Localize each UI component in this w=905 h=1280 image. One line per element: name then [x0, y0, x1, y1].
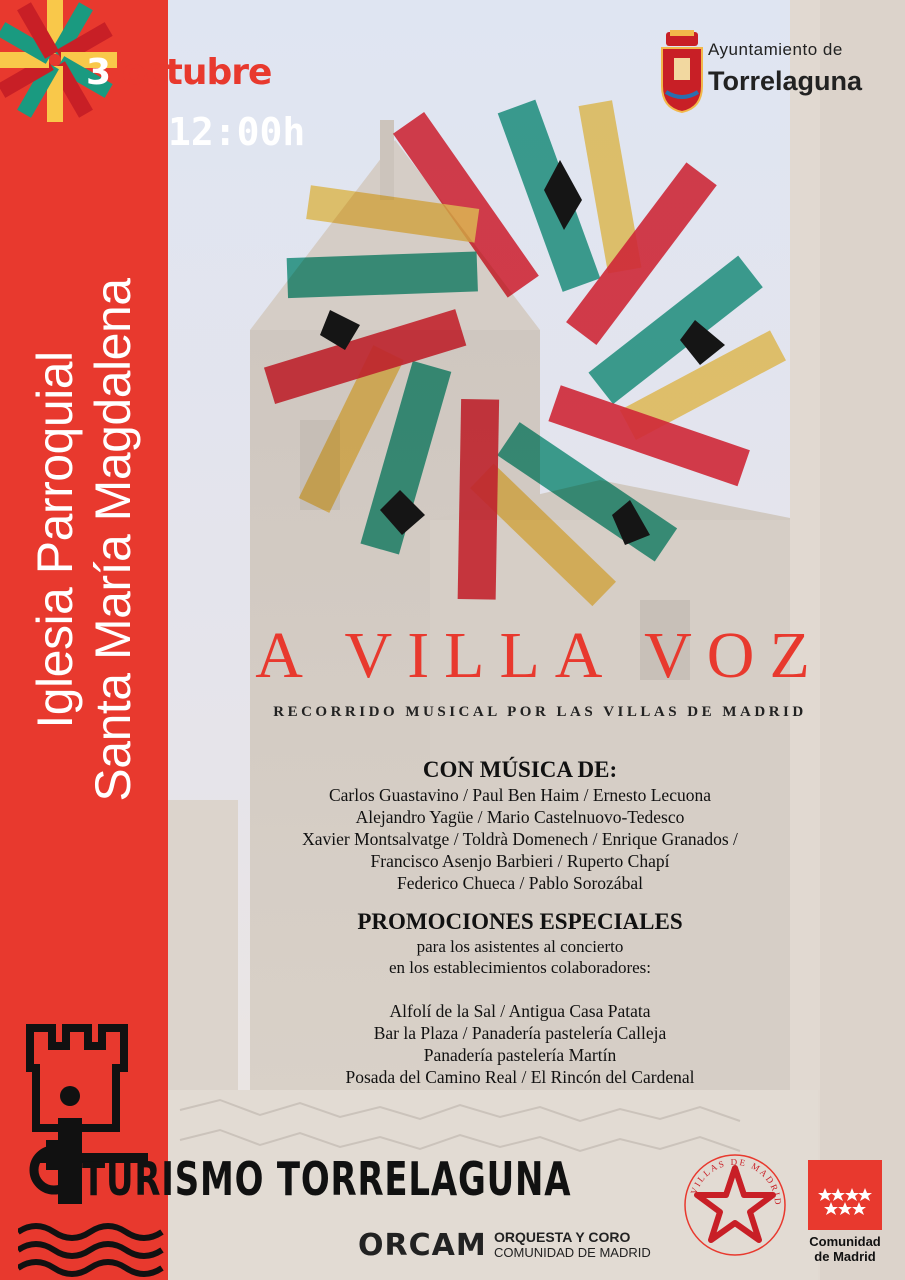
orcam-subtitle — [494, 1229, 651, 1261]
villas-de-madrid-seal-icon — [680, 1150, 790, 1260]
cm-line-2: de Madrid — [814, 1249, 876, 1264]
program-details — [215, 756, 825, 1088]
promos-intro-2: en los establecimientos colaboradores: — [389, 958, 651, 977]
seven-stars-icon — [808, 1160, 882, 1230]
organizer-prefix: Ayuntamiento de — [708, 40, 843, 59]
composers-line: Federico Chueca / Pablo Sorozábal — [397, 873, 643, 893]
a-villa-voz-star-logo — [240, 80, 800, 620]
orcam-logo-text: ORCAM — [358, 1228, 487, 1263]
venue-line-1: Iglesia Parroquial — [27, 351, 83, 729]
comunidad-de-madrid-label — [800, 1234, 890, 1264]
event-title: A VILLA VOZ — [255, 619, 825, 692]
svg-text:VILLAS DE MADRID: VILLAS DE MADRID — [688, 1156, 784, 1207]
orcam-line-2: COMUNIDAD DE MADRID — [494, 1245, 651, 1260]
venue-name — [26, 278, 142, 801]
venue-list-line: Bar la Plaza / Panadería pastelería Calleja — [373, 1023, 667, 1043]
music-heading: CON MÚSICA DE: — [422, 757, 618, 782]
organizer-town: Torrelaguna — [708, 66, 863, 96]
event-time: 12:00h — [168, 110, 306, 154]
promos-intro-1: para los asistentes al concierto — [416, 937, 624, 956]
event-subtitle: RECORRIDO MUSICAL POR LAS VILLAS DE MADRID — [273, 704, 807, 720]
venue-list-line: Alfolí de la Sal / Antigua Casa Patata — [389, 1001, 651, 1021]
event-day: 3 — [86, 52, 111, 93]
composers-line: Xavier Montsalvatge / Toldrà Domenech / Enrique Granados / — [302, 829, 738, 849]
composers-line: Carlos Guastavino / Paul Ben Haim / Ernesto Lecuona — [328, 785, 711, 805]
orcam-line-1: ORQUESTA Y CORO — [494, 1229, 631, 1245]
event-month: octubre — [121, 52, 272, 93]
venue-line-2: Santa María Magdalena — [85, 278, 141, 802]
venue-list-line: Posada del Camino Real / El Rincón del Cardenal — [345, 1067, 695, 1087]
turismo-tower-logo-icon — [18, 1018, 168, 1280]
promos-heading: PROMOCIONES ESPECIALES — [357, 909, 683, 934]
turismo-torrelaguna-text: TURISMO TORRELAGUNA — [82, 1152, 572, 1206]
composers-line: Alejandro Yagüe / Mario Castelnuovo-Tedesco — [355, 807, 685, 827]
cm-line-1: Comunidad — [809, 1234, 881, 1249]
composers-line: Francisco Asenjo Barbieri / Ruperto Chapí — [370, 851, 670, 871]
venue-list-line: Panadería pastelería Martín — [423, 1045, 617, 1065]
comunidad-de-madrid-flag — [808, 1160, 882, 1230]
